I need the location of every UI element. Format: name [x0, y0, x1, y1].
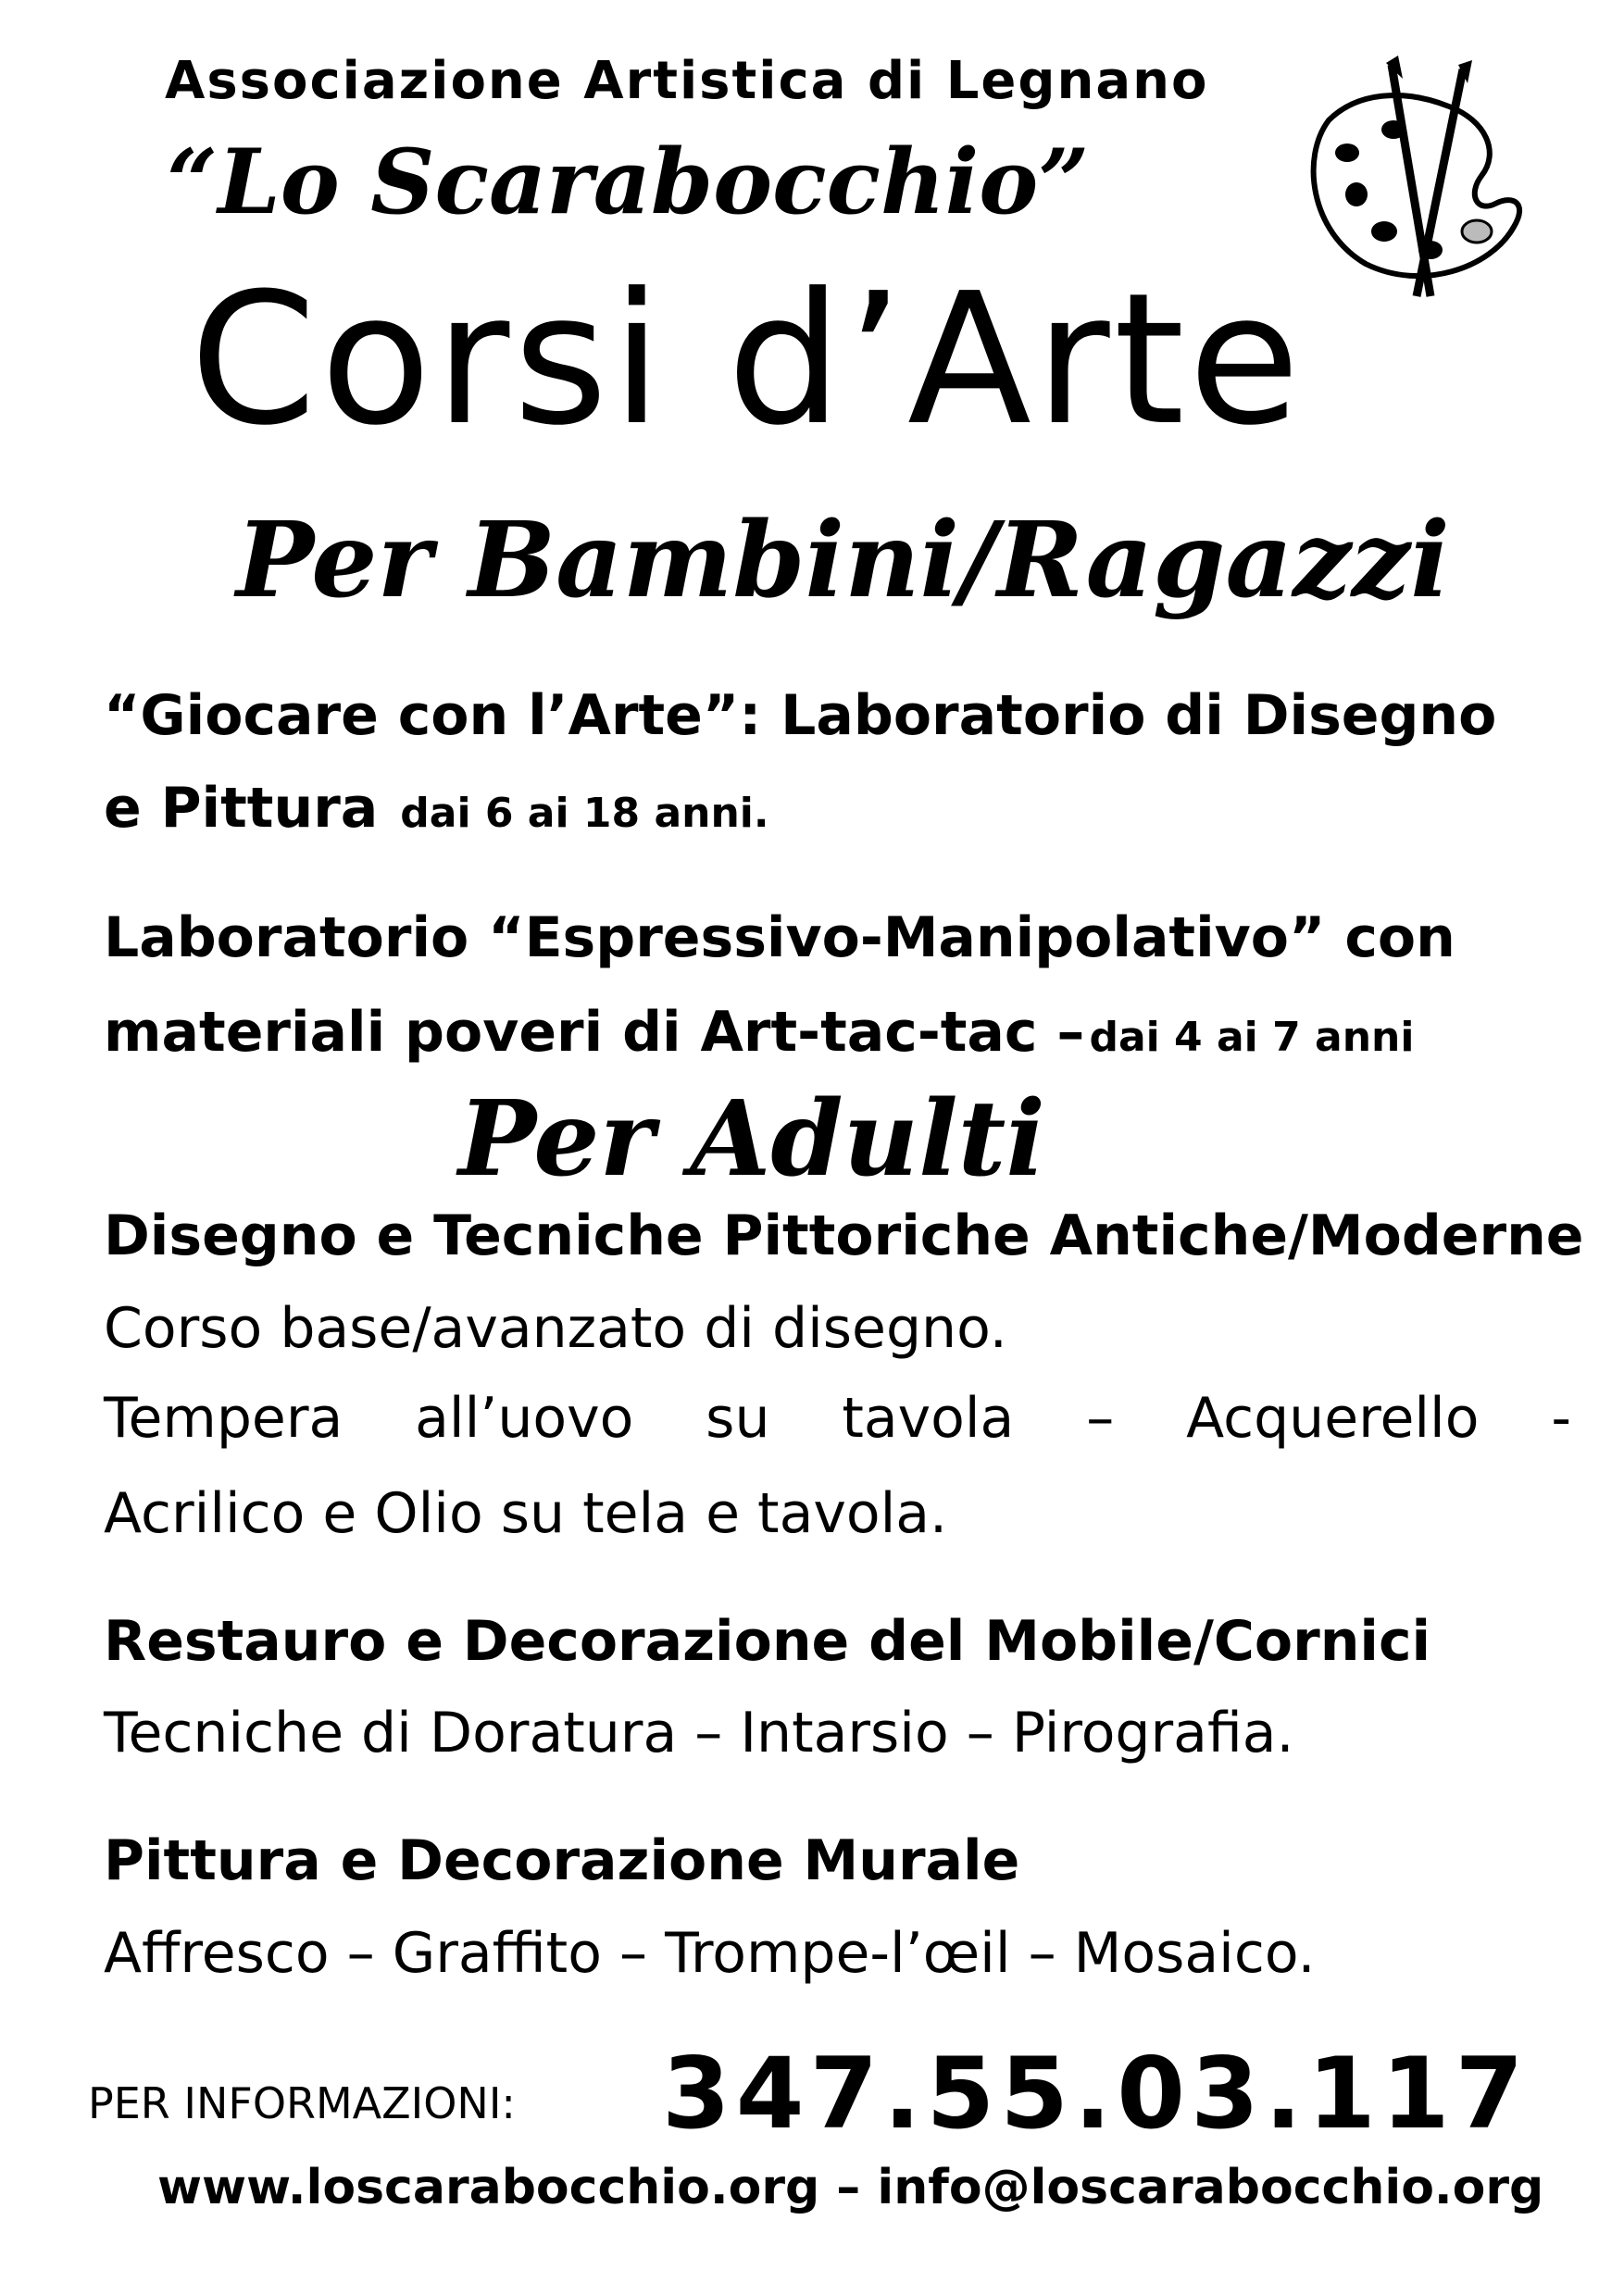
kids-course2-subtitle	[104, 1000, 1414, 1065]
adults-section1-line3: Acrilico e Olio su tela e tavola.	[104, 1481, 948, 1546]
kids-course1-age: dai 6 ai 18 anni.	[400, 790, 769, 837]
contacts-line: www.loscarabocchio.org – info@loscarabocchio.org	[157, 2160, 1544, 2215]
info-label: PER INFORMAZIONI:	[88, 2078, 516, 2128]
association-name: Associazione Artistica di Legnano	[165, 51, 1209, 111]
adults-section1-title: Disegno e Tecniche Pittoriche Antiche/Moderne	[104, 1204, 1584, 1268]
kids-course1-title: “Giocare con l’Arte”: Laboratorio di Disegno	[104, 683, 1497, 748]
kids-course2-title: Laboratorio “Espressivo-Manipolativo” con	[104, 905, 1455, 970]
adults-heading: Per Adulti	[458, 1079, 1045, 1200]
adults-section3-line1: Affresco – Graffito – Trompe-l’œil – Mosaico.	[104, 1921, 1316, 1986]
adults-section2-line1: Tecniche di Doratura – Intarsio – Pirografia.	[104, 1701, 1294, 1765]
page-title: Corsi d’Arte	[190, 255, 1305, 466]
adults-section3-title: Pittura e Decorazione Murale	[104, 1828, 1020, 1893]
palette-brushes-icon	[1292, 56, 1532, 306]
kids-heading: Per Bambini/Ragazzi	[236, 500, 1450, 621]
kids-course1-subtitle	[104, 776, 769, 841]
adults-section1-line2: Tempera all’uovo su tavola – Acquerello -	[104, 1386, 1571, 1451]
adults-section2-title: Restauro e Decorazione del Mobile/Cornici	[104, 1609, 1431, 1674]
kids-course2-line2: materiali poveri di Art-tac-tac –	[104, 1000, 1085, 1065]
club-name: “Lo Scarabocchio”	[167, 130, 1090, 234]
kids-course2-age: dai 4 ai 7 anni	[1089, 1014, 1415, 1061]
phone-number: 347.55.03.117	[662, 2037, 1530, 2151]
kids-course1-line2: e Pittura	[104, 776, 379, 841]
adults-section1-line1: Corso base/avanzato di disegno.	[104, 1296, 1007, 1361]
